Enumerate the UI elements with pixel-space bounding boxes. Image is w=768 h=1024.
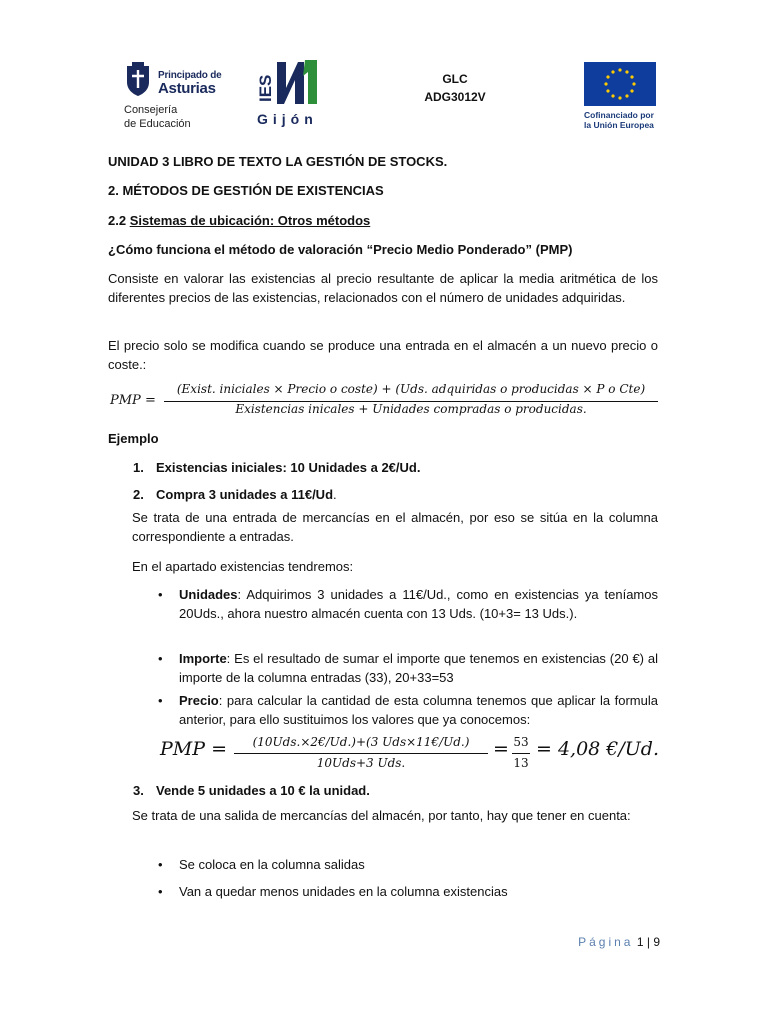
paragraph-1: Consiste en valorar las existencias al precio resultante de aplicar la media aritmética de los diferentes precios de las existencias, relacionados con el número de unidades adquiridas. <box>108 271 658 305</box>
eu-flag-icon <box>584 62 656 106</box>
formula2-bar <box>234 753 488 754</box>
code-line1: GLC <box>442 72 468 86</box>
bullet-existencias: Van a quedar menos unidades en la columna existencias <box>179 884 508 899</box>
ies-logo-text: IES <box>256 74 275 102</box>
bullet-icon: • <box>158 857 163 872</box>
eu-line1: Cofinanciado por <box>584 110 654 120</box>
subsection-text: Sistemas de ubicación: Otros métodos <box>129 213 371 228</box>
subsection-number: 2.2 <box>108 213 130 228</box>
bullet-precio <box>179 691 658 729</box>
bullet-label: Importe <box>179 651 227 666</box>
subsection-title <box>108 211 370 230</box>
step1-number: 1. <box>133 460 144 475</box>
step3-number: 3. <box>133 783 144 798</box>
question-heading: ¿Cómo funciona el método de valoración “Precio Medio Ponderado” (PMP) <box>108 242 573 257</box>
formula2-result: = 4,08 €/Ud. <box>536 738 660 760</box>
step3-paragraph: Se trata de una salida de mercancías del almacén, por tanto, hay que tener en cuenta: <box>132 808 631 823</box>
section-title: 2. MÉTODOS DE GESTIÓN DE EXISTENCIAS <box>108 183 384 198</box>
formula1-denominator: Existencias inicales + Unidades compradas o producidas. <box>235 402 587 416</box>
bullet-salidas: Se coloca en la columna salidas <box>179 857 365 872</box>
step1-text: Existencias iniciales: 10 Unidades a 2€/Ud. <box>156 460 421 475</box>
step2-period: . <box>333 487 337 502</box>
asturias-crest-icon <box>123 62 153 98</box>
bullet-unidades <box>179 585 658 623</box>
eu-logo <box>584 62 658 134</box>
bullet-text: : para calcular la cantidad de esta columna tenemos que aplicar la formula anterior, para ello sustituimos los valores que ya conocemos: <box>179 693 658 727</box>
bullet-label: Precio <box>179 693 219 708</box>
bullet-icon: • <box>158 587 163 602</box>
ies-gijon-logo <box>255 56 335 128</box>
course-code <box>400 70 510 106</box>
step2-label: Compra 3 unidades a 11€/Ud <box>156 487 334 502</box>
formula1-lhs: PMP = <box>110 393 156 408</box>
formula1-numerator: (Exist. iniciales × Precio o coste) + (Uds. adquiridas o producidas × P o Cte) <box>176 382 646 396</box>
page-footer <box>540 935 660 949</box>
formula2-denominator: 10Uds+3 Uds. <box>316 756 406 770</box>
bullet-text: : Adquirimos 3 unidades a 11€/Ud., como en existencias ya teníamos 20Uds., ahora nuestro almacén cuenta con 13 Uds. (10+3= 13 Uds.). <box>179 587 658 621</box>
asturias-line1: Principado de <box>158 70 222 81</box>
bullet-icon: • <box>158 693 163 708</box>
step2-text <box>156 485 337 504</box>
consejeria-line2: de Educación <box>124 118 191 130</box>
formula2-lhs: PMP = <box>160 738 227 760</box>
page-header <box>0 56 768 130</box>
page-label: Página <box>578 935 634 949</box>
code-line2: ADG3012V <box>424 90 486 104</box>
example-heading: Ejemplo <box>108 431 159 446</box>
eu-line2: la Unión Europea <box>584 120 654 130</box>
total-pages: 9 <box>653 935 660 949</box>
step2-number: 2. <box>133 487 144 502</box>
step2-paragraph-2: En el apartado existencias tendremos: <box>132 559 354 574</box>
asturias-line2: Asturias <box>158 80 216 97</box>
formula2-equals: = <box>493 738 509 760</box>
ies-city-text: Gijón <box>257 111 318 127</box>
asturias-logo <box>120 60 230 130</box>
bullet-icon: • <box>158 651 163 666</box>
ies-logo-icon <box>255 56 335 128</box>
bullet-icon: • <box>158 884 163 899</box>
formula2-fraction-denominator: 13 <box>513 756 529 770</box>
consejeria-line1: Consejería <box>124 104 178 116</box>
formula2-numerator: (10Uds.×2€/Ud.)+(3 Uds×11€/Ud.) <box>252 735 470 749</box>
step2-paragraph: Se trata de una entrada de mercancías en el almacén, por eso se sitúa en la columna correspondiente a entradas. <box>132 510 658 544</box>
formula2-fraction-bar <box>512 753 530 754</box>
unit-title: UNIDAD 3 LIBRO DE TEXTO LA GESTIÓN DE STOCKS. <box>108 154 448 169</box>
step3-text: Vende 5 unidades a 10 € la unidad. <box>156 783 370 798</box>
page-number: 1 <box>636 935 644 949</box>
paragraph-2: El precio solo se modifica cuando se produce una entrada en el almacén a un nuevo precio o coste.: <box>108 338 658 372</box>
page-separator: | <box>646 935 650 949</box>
formula2-fraction-numerator: 53 <box>513 735 529 749</box>
bullet-importe <box>179 649 658 687</box>
bullet-label: Unidades <box>179 587 238 602</box>
bullet-text: : Es el resultado de sumar el importe que tenemos en existencias (20 €) al importe de la columna entradas (33), 20+33=53 <box>179 651 658 685</box>
